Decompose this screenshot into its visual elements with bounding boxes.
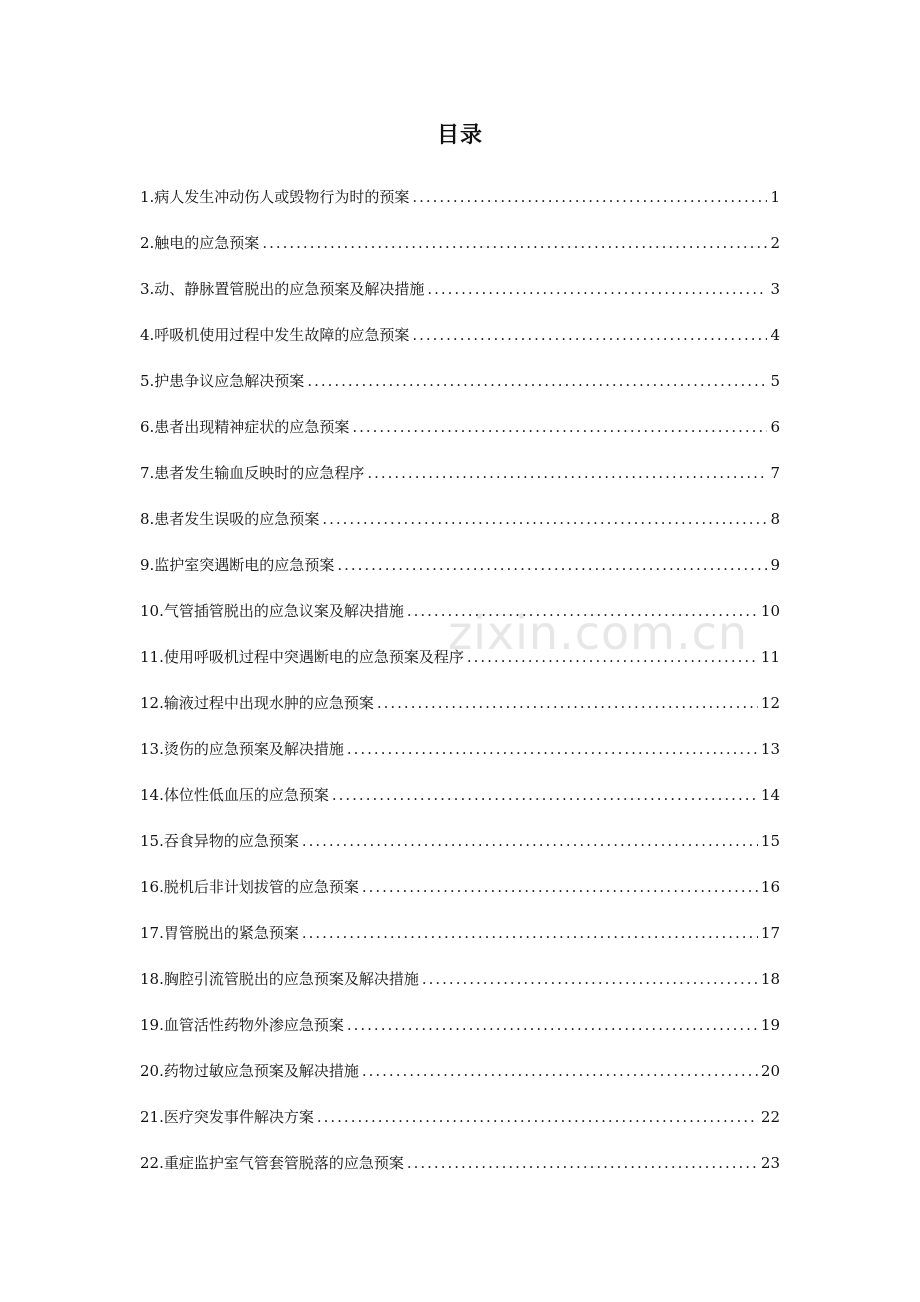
toc-entry-page-number: 13 [760, 740, 780, 758]
toc-dot-leader [302, 916, 758, 950]
toc-entry[interactable] [140, 674, 780, 720]
toc-entry-label: 14.体位性低血压的应急预案 [140, 786, 329, 804]
toc-entry-page-number: 6 [770, 418, 780, 436]
toc-dot-leader [427, 272, 767, 306]
toc-entry-label: 15.吞食异物的应急预案 [140, 832, 299, 850]
toc-dot-leader [377, 686, 758, 720]
toc-entry-label: 13.烫伤的应急预案及解决措施 [140, 740, 344, 758]
toc-entry[interactable] [140, 444, 780, 490]
toc-dot-leader [352, 410, 767, 444]
toc-entry-page-number: 18 [760, 970, 780, 988]
toc-dot-leader [347, 732, 758, 766]
toc-dot-leader [367, 456, 767, 490]
toc-entry[interactable] [140, 904, 780, 950]
toc-entry[interactable] [140, 720, 780, 766]
toc-entry-page-number: 11 [760, 648, 780, 666]
toc-entry[interactable] [140, 582, 780, 628]
toc-entry[interactable] [140, 1042, 780, 1088]
toc-entry-page-number: 12 [760, 694, 780, 712]
toc-entry-label: 3.动、静脉置管脱出的应急预案及解决措施 [140, 280, 425, 298]
toc-entry-page-number: 16 [760, 878, 780, 896]
toc-entry-page-number: 20 [760, 1062, 780, 1080]
table-of-contents [140, 168, 780, 1180]
toc-entry-label: 8.患者发生误吸的应急预案 [140, 510, 320, 528]
toc-dot-leader [322, 502, 767, 536]
toc-entry-label: 10.气管插管脱出的应急议案及解决措施 [140, 602, 404, 620]
toc-entry-page-number: 3 [770, 280, 780, 298]
toc-entry-page-number: 5 [770, 372, 780, 390]
toc-entry[interactable] [140, 858, 780, 904]
watermark: zixin.com.cn [448, 606, 749, 660]
toc-entry-label: 19.血管活性药物外渗应急预案 [140, 1016, 344, 1034]
toc-entry-label: 6.患者出现精神症状的应急预案 [140, 418, 350, 436]
toc-entry-label: 21.医疗突发事件解决方案 [140, 1108, 314, 1126]
toc-entry-page-number: 1 [770, 188, 780, 206]
toc-entry[interactable] [140, 628, 780, 674]
toc-dot-leader [422, 962, 758, 996]
toc-entry[interactable] [140, 306, 780, 352]
toc-entry-label: 11.使用呼吸机过程中突遇断电的应急预案及程序 [140, 648, 464, 666]
toc-dot-leader [347, 1008, 758, 1042]
toc-entry-label: 17.胃管脱出的紧急预案 [140, 924, 299, 942]
toc-entry-label: 16.脱机后非计划拔管的应急预案 [140, 878, 359, 896]
toc-entry-page-number: 14 [760, 786, 780, 804]
toc-dot-leader [262, 226, 767, 260]
toc-entry-label: 9.监护室突遇断电的应急预案 [140, 556, 335, 574]
toc-entry-page-number: 23 [760, 1154, 780, 1172]
toc-dot-leader [407, 1146, 758, 1180]
toc-dot-leader [467, 640, 758, 674]
toc-entry[interactable] [140, 398, 780, 444]
toc-dot-leader [332, 778, 758, 812]
toc-entry[interactable] [140, 352, 780, 398]
toc-entry-label: 20.药物过敏应急预案及解决措施 [140, 1062, 359, 1080]
toc-entry[interactable] [140, 168, 780, 214]
toc-entry-label: 18.胸腔引流管脱出的应急预案及解决措施 [140, 970, 419, 988]
toc-entry-page-number: 7 [770, 464, 780, 482]
toc-entry-label: 1.病人发生冲动伤人或毁物行为时的预案 [140, 188, 410, 206]
toc-entry-page-number: 9 [770, 556, 780, 574]
toc-entry[interactable] [140, 1134, 780, 1180]
toc-entry-label: 5.护患争议应急解决预案 [140, 372, 305, 390]
toc-entry-label: 12.输液过程中出现水肿的应急预案 [140, 694, 374, 712]
toc-entry-page-number: 22 [760, 1108, 780, 1126]
toc-entry[interactable] [140, 1088, 780, 1134]
toc-entry[interactable] [140, 950, 780, 996]
toc-entry[interactable] [140, 766, 780, 812]
toc-entry[interactable] [140, 996, 780, 1042]
toc-dot-leader [412, 318, 767, 352]
toc-entry-label: 22.重症监护室气管套管脱落的应急预案 [140, 1154, 404, 1172]
toc-entry[interactable] [140, 536, 780, 582]
toc-entry-label: 2.触电的应急预案 [140, 234, 260, 252]
toc-dot-leader [317, 1100, 758, 1134]
toc-entry-label: 4.呼吸机使用过程中发生故障的应急预案 [140, 326, 410, 344]
toc-dot-leader [307, 364, 767, 398]
toc-entry-page-number: 10 [760, 602, 780, 620]
toc-dot-leader [362, 1054, 758, 1088]
toc-entry[interactable] [140, 260, 780, 306]
toc-entry-page-number: 4 [770, 326, 780, 344]
page-title: 目录 [436, 123, 483, 148]
toc-entry[interactable] [140, 214, 780, 260]
toc-entry-label: 7.患者发生输血反映时的应急程序 [140, 464, 365, 482]
toc-entry-page-number: 19 [760, 1016, 780, 1034]
toc-entry-page-number: 15 [760, 832, 780, 850]
toc-entry-page-number: 8 [770, 510, 780, 528]
toc-entry-page-number: 2 [770, 234, 780, 252]
toc-dot-leader [362, 870, 758, 904]
toc-dot-leader [337, 548, 767, 582]
toc-entry[interactable] [140, 812, 780, 858]
toc-dot-leader [302, 824, 758, 858]
toc-entry[interactable] [140, 490, 780, 536]
toc-entry-page-number: 17 [760, 924, 780, 942]
toc-dot-leader [407, 594, 758, 628]
toc-dot-leader [412, 180, 767, 214]
